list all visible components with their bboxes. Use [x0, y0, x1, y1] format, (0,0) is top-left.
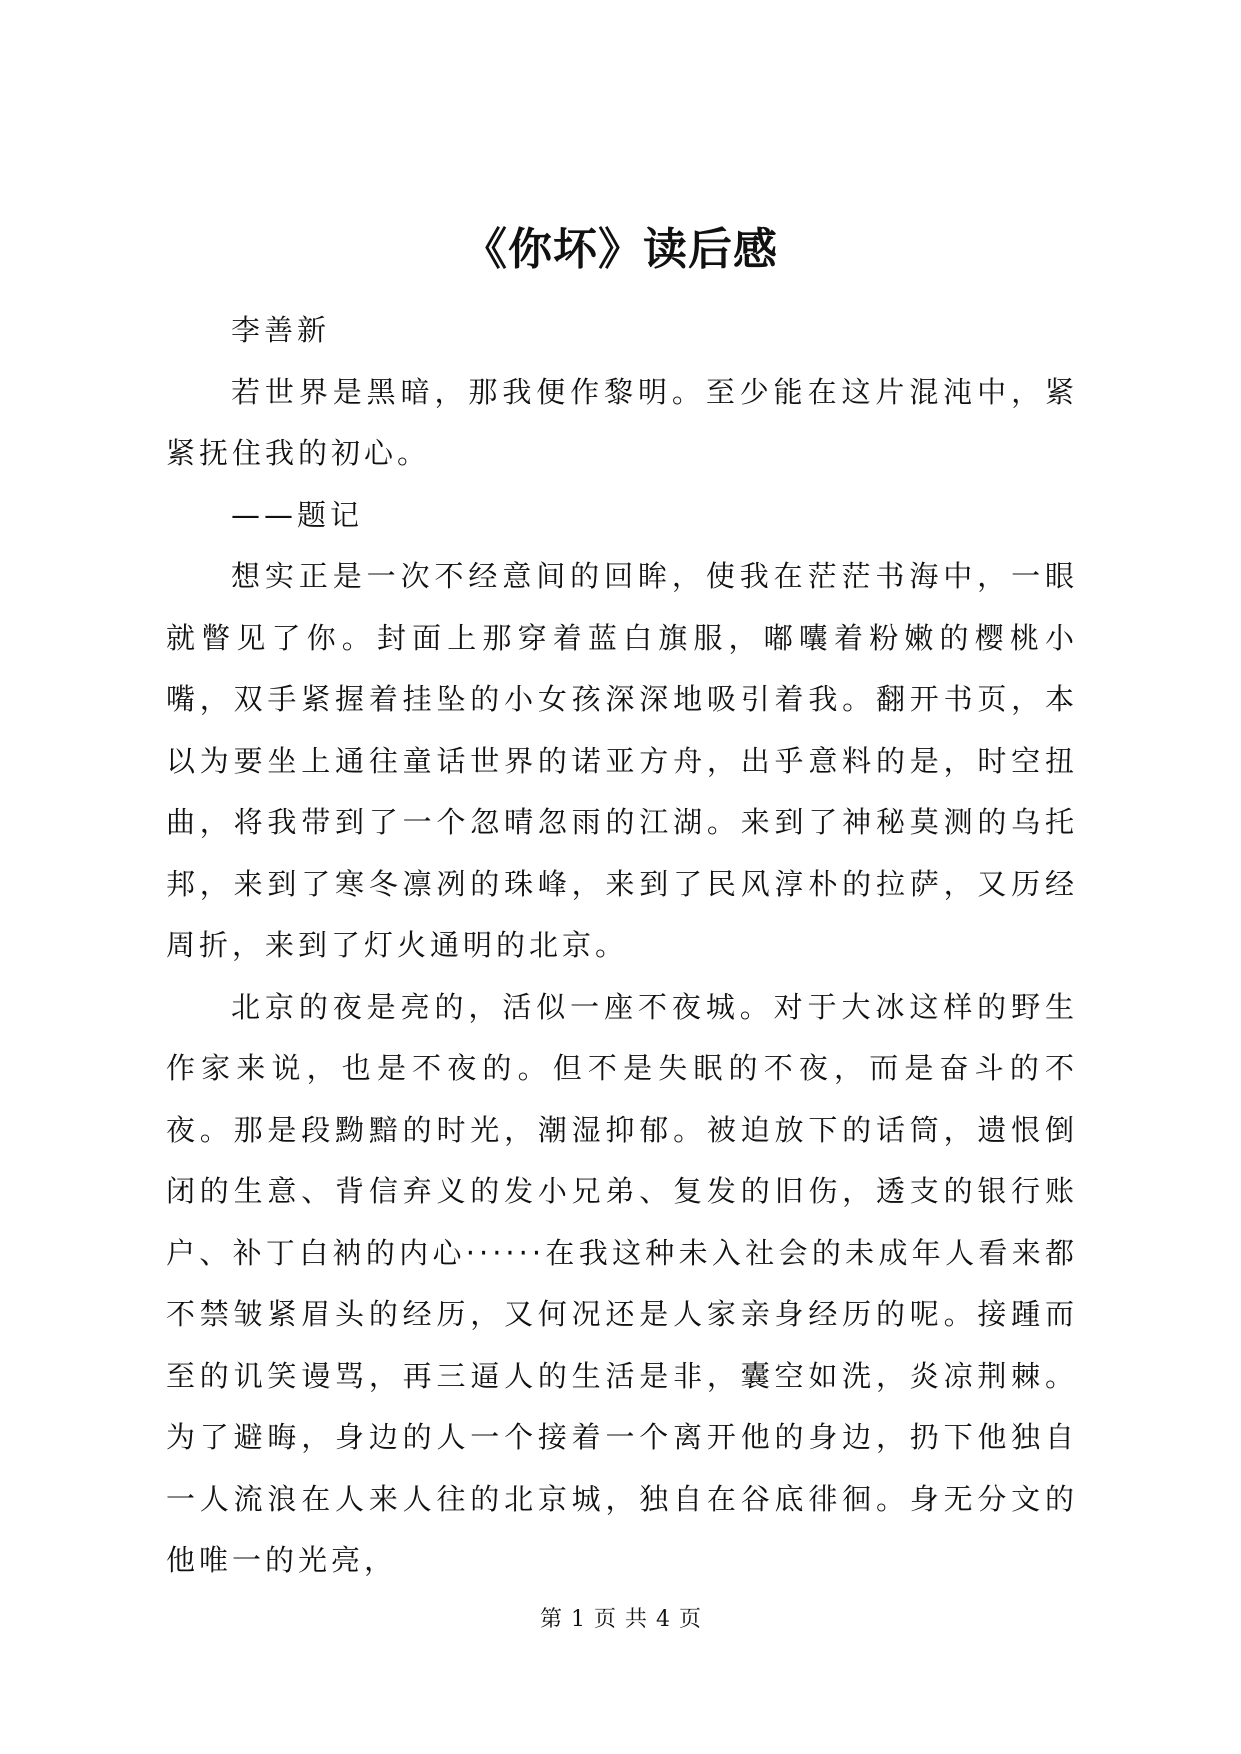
- paragraph-epigraph-attribution: ——题记: [231, 497, 364, 532]
- paragraph-body-2: 北京的夜是亮的，活似一座不夜城。对于大冰这样的野生作家来说，也是不夜的。但不是失眠的不夜，而是奋斗的不夜。那是段黝黯的时光，潮湿抑郁。被迫放下的话筒，遗恨倒闭的生意、背信弃义的发小兄弟、复发的旧伤，透支的银行账户、补丁白衲的内心······在我这种未入社会的未成年人看来都不禁皱紧眉头的经历，又何况还是人家亲身经历的呢。接踵而至的讥笑谩骂，再三逼人的生活是非，囊空如洗，炎凉荆棘。为了避晦，身边的人一个接着一个离开他的身边，扔下他独自一人流浪在人来人往的北京城，独自在谷底徘徊。身无分文的他唯一的光亮，: [166, 989, 1078, 1577]
- page-footer: 第 1 页 共 4 页: [540, 1607, 701, 1632]
- paragraph-body-1: 想实正是一次不经意间的回眸，使我在茫茫书海中，一眼就瞥见了你。封面上那穿着蓝白旗服，嘟囔着粉嫩的樱桃小嘴，双手紧握着挂坠的小女孩深深地吸引着我。翻开书页，本以为要坐上通往童话世界的诺亚方舟，出乎意料的是，时空扭曲，将我带到了一个忽晴忽雨的江湖。来到了神秘莫测的乌托邦，来到了寒冬凛冽的珠峰，来到了民风淳朴的拉萨，又历经周折，来到了灯火通明的北京。: [166, 559, 1078, 962]
- author-line: 李善新: [231, 313, 331, 347]
- document-body: [166, 300, 1078, 1592]
- paragraph-epigraph: 若世界是黑暗，那我便作黎明。至少能在这片混沌中，紧紧抚住我的初心。: [166, 374, 1078, 470]
- document-title: 《你坏》读后感: [463, 224, 778, 275]
